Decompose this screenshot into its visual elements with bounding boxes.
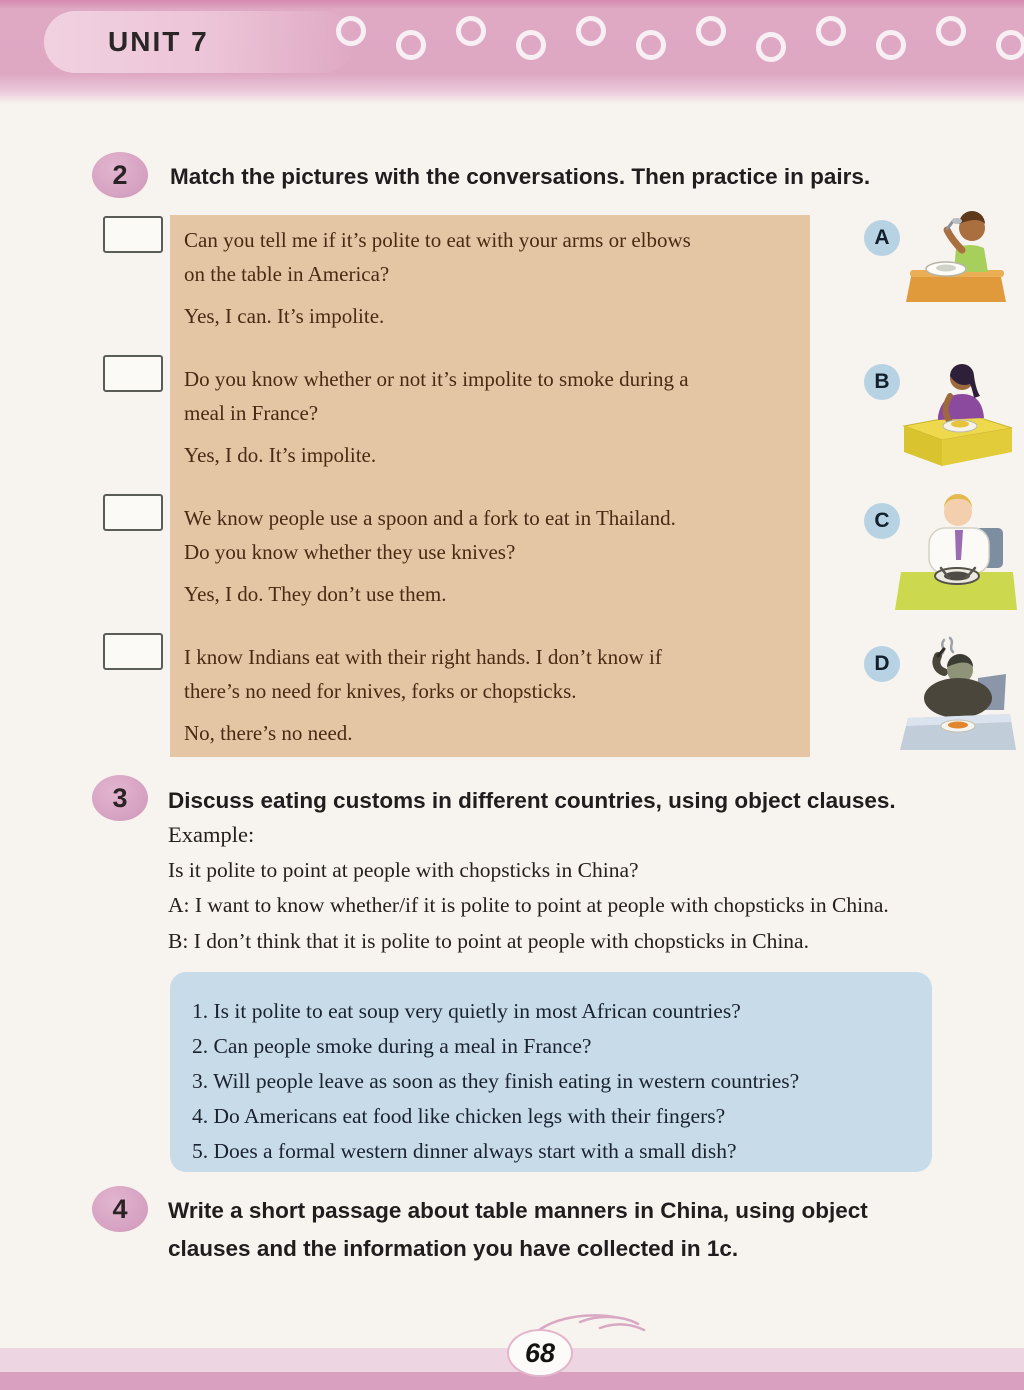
decorative-ring-icon xyxy=(876,30,906,60)
conversation-1-question-line-2: on the table in America? xyxy=(184,262,390,286)
discussion-question-2: 2. Can people smoke during a meal in France? xyxy=(192,1034,592,1058)
decorative-ring-icon xyxy=(456,16,486,46)
example-answer-b: B: I don’t think that it is polite to point at people with chopsticks in China. xyxy=(168,929,809,953)
conversation-4-question-line-2: there’s no need for knives, forks or chopsticks. xyxy=(184,679,577,703)
example-label: Example: xyxy=(168,822,255,847)
section-3-number: 3 xyxy=(112,782,128,813)
picture-b-illustration xyxy=(898,352,1016,468)
conversation-box xyxy=(170,215,810,757)
section-4-number-badge xyxy=(92,1186,148,1232)
conversation-4-question-line-1: I know Indians eat with their right hands. I don’t know if xyxy=(184,645,662,669)
conversation-2 xyxy=(184,362,796,472)
decorative-ring-icon xyxy=(336,16,366,46)
section-3-number-badge xyxy=(92,775,148,821)
section-4-title-line-2: clauses and the information you have collected in 1c. xyxy=(168,1236,739,1261)
discussion-question-1: 1. Is it polite to eat soup very quietly in most African countries? xyxy=(192,999,741,1023)
section-2-number: 2 xyxy=(112,159,128,190)
decorative-ring-icon xyxy=(996,30,1024,60)
page-number-ellipse xyxy=(507,1329,573,1377)
picture-label-c: C xyxy=(864,503,900,539)
picture-a-illustration xyxy=(900,210,1012,304)
decorative-ring-icon xyxy=(576,16,606,46)
decorative-ring-icon xyxy=(756,32,786,62)
conversation-3-question-line-1: We know people use a spoon and a fork to eat in Thailand. xyxy=(184,506,676,530)
section-2-number-badge xyxy=(92,152,148,198)
picture-label-d: D xyxy=(864,646,900,682)
discussion-question-4: 4. Do Americans eat food like chicken legs with their fingers? xyxy=(192,1104,726,1128)
conversation-2-answer: Yes, I do. It’s impolite. xyxy=(184,443,377,467)
conversation-4-answer: No, there’s no need. xyxy=(184,721,353,745)
decorative-ring-icon xyxy=(816,16,846,46)
conversation-2-question-line-2: meal in France? xyxy=(184,401,319,425)
unit-title: UNIT 7 xyxy=(108,26,209,57)
conversation-1-answer: Yes, I can. It’s impolite. xyxy=(184,304,385,328)
picture-c-illustration xyxy=(895,492,1017,612)
picture-label-b: B xyxy=(864,364,900,400)
answer-box-2[interactable] xyxy=(103,355,163,392)
decorative-ring-icon xyxy=(936,16,966,46)
header-band xyxy=(0,0,1024,104)
conversation-1-question-line-1: Can you tell me if it’s polite to eat with your arms or elbows xyxy=(184,228,691,252)
discussion-question-5: 5. Does a formal western dinner always start with a small dish? xyxy=(192,1139,737,1163)
discussion-question-3: 3. Will people leave as soon as they finish eating in western countries? xyxy=(192,1069,800,1093)
discussion-questions-box xyxy=(170,972,932,1172)
answer-box-4[interactable] xyxy=(103,633,163,670)
footer-band-dark xyxy=(0,1372,1024,1390)
section-2-title: Match the pictures with the conversations. Then practice in pairs. xyxy=(170,164,871,189)
decorative-ring-icon xyxy=(696,16,726,46)
picture-d-illustration xyxy=(898,634,1016,752)
answer-box-1[interactable] xyxy=(103,216,163,253)
page-number: 68 xyxy=(524,1337,556,1368)
example-question: Is it polite to point at people with chopsticks in China? xyxy=(168,858,639,882)
answer-box-3[interactable] xyxy=(103,494,163,531)
conversation-2-question-line-1: Do you know whether or not it’s impolite to smoke during a xyxy=(184,367,689,391)
section-4-number: 4 xyxy=(112,1193,128,1224)
example-answer-a: A: I want to know whether/if it is polite to point at people with chopsticks in China. xyxy=(168,893,889,917)
conversation-3-question-line-2: Do you know whether they use knives? xyxy=(184,540,516,564)
decorative-ring-icon xyxy=(636,30,666,60)
conversation-3 xyxy=(184,501,796,611)
picture-label-a: A xyxy=(864,220,900,256)
unit-banner xyxy=(44,11,354,73)
section-4-title-line-1: Write a short passage about table manners in China, using object xyxy=(168,1198,868,1223)
conversation-4 xyxy=(184,640,796,750)
section-3-title: Discuss eating customs in different countries, using object clauses. xyxy=(168,788,896,813)
conversation-1 xyxy=(184,223,796,333)
conversation-3-answer: Yes, I do. They don’t use them. xyxy=(184,582,447,606)
decorative-ring-icon xyxy=(396,30,426,60)
decorative-ring-icon xyxy=(516,30,546,60)
